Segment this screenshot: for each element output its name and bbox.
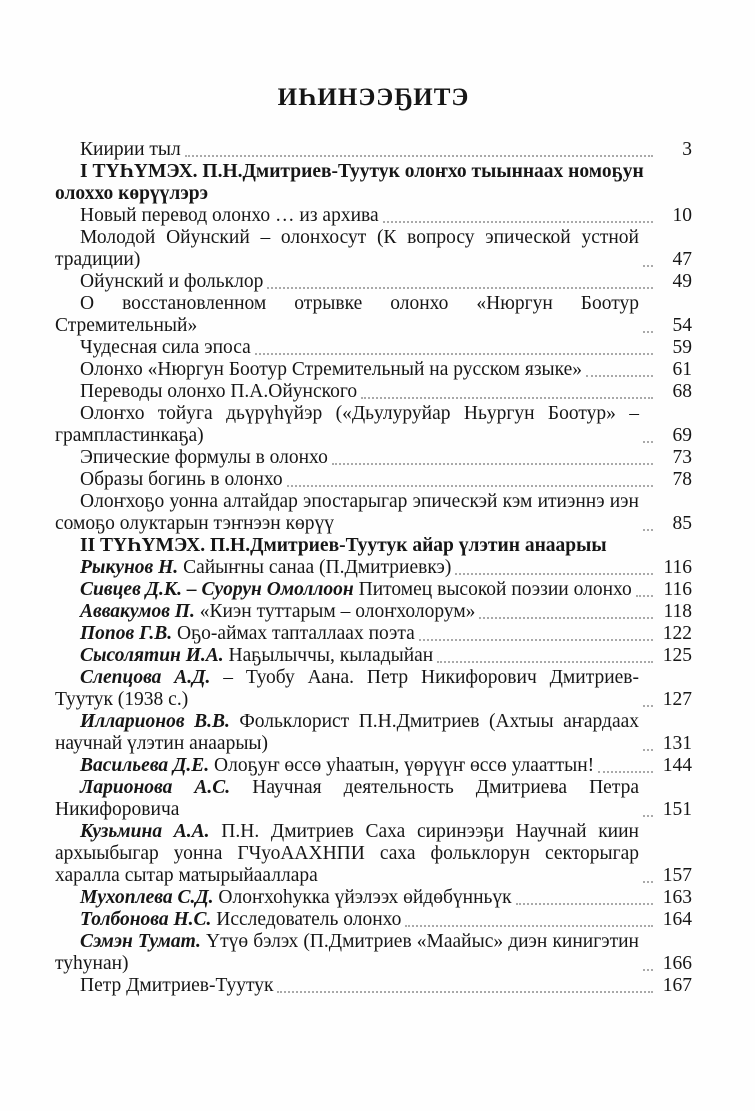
toc-entry — [55, 975, 692, 997]
toc-entry-text: Ойунский и фольклор — [80, 271, 264, 292]
toc-entry — [55, 887, 692, 909]
toc-entry-text: I ТҮҺҮМЭХ. П.Н.Дмитриев-Туутук олоҥхо тыыннаах номоҕун олоххо көрүүлэрэ — [55, 161, 644, 204]
toc-entry-text: Олоҥхоҕо уонна алтайдар эпостарыгар эпическэй кэм итиэннэ иэн сомоҕо олуктарын тэҥнээн көрүү — [55, 491, 639, 534]
toc-entry-page-number: 116 — [663, 557, 692, 578]
dot-leader — [516, 903, 653, 905]
toc-entry-text: Олонхо «Нюргун Боотур Стремительный на русском языке» — [80, 359, 583, 380]
toc-entry-text: О восстановленном отрывке олонхо «Нюргун Боотур Стремительный» — [55, 293, 639, 336]
dot-leader — [643, 265, 653, 267]
toc-entry-page-number: 127 — [662, 689, 692, 710]
toc-list — [55, 139, 692, 997]
toc-section-heading — [55, 161, 692, 205]
toc-entry-page-number: 167 — [662, 975, 692, 996]
toc-entry-page-number: 59 — [672, 337, 692, 358]
toc-entry — [55, 601, 692, 623]
dot-leader — [643, 705, 653, 707]
toc-entry-page-number: 144 — [662, 755, 692, 776]
toc-entry-page-number: 122 — [662, 623, 692, 644]
toc-entry-text: Илларионов В.В. Фольклорист П.Н.Дмитриев (Ахтыы аҥардаах научнай үлэтин анаарыы) — [55, 711, 640, 754]
toc-entry-text: Образы богинь в олонхо — [80, 469, 283, 490]
dot-leader — [185, 155, 653, 157]
toc-entry-text: Олоҥхо тойуга дьүрүһүйэр («Дьулуруйар Ньургун Боотур» – грампластинкаҕа) — [55, 403, 639, 446]
toc-entry-author: Сэмэн Тумат. — [80, 931, 206, 952]
toc-entry-page-number: 69 — [672, 425, 692, 446]
dot-leader — [277, 991, 653, 993]
toc-entry-author: Васильева Д.Е. — [80, 755, 214, 776]
dot-leader — [643, 529, 653, 531]
toc-entry-page-number: 163 — [662, 887, 692, 908]
toc-entry — [55, 337, 692, 359]
toc-entry-author: Сивцев Д.К. – Суорун Омоллоон — [80, 579, 359, 600]
toc-entry-page-number: 118 — [663, 601, 692, 622]
toc-entry-text: Сэмэн Тумат. Үтүө бэлэх (П.Дмитриев «Маайыс» диэн кинигэтин туһунан) — [55, 931, 639, 974]
toc-entry-text: Переводы олонхо П.А.Ойунского — [80, 381, 358, 402]
dot-leader — [437, 661, 653, 663]
toc-entry-text: Молодой Ойунский – олонхосут (К вопросу эпической устной традиции) — [55, 227, 639, 270]
page-title: ИҺИНЭЭҔИТЭ — [277, 84, 470, 111]
toc-entry — [55, 227, 692, 271]
toc-entry — [55, 711, 692, 755]
toc-entry-author: Аввакумов П. — [80, 601, 200, 622]
dot-leader — [361, 397, 653, 399]
dot-leader — [255, 353, 653, 355]
dot-leader — [643, 881, 653, 883]
toc-entry-text: Петр Дмитриев-Туутук — [80, 975, 274, 996]
dot-leader — [643, 331, 653, 333]
toc-entry-author: Ларионова А.С. — [80, 777, 253, 798]
toc-entry-author: Илларионов В.В. — [80, 711, 240, 732]
toc-entry — [55, 447, 692, 469]
toc-entry-text: Ларионова А.С. Научная деятельность Дмитриева Петра Никифоровича — [55, 777, 640, 820]
toc-entry-text: Сысолятин И.А. Наҕылыччы, кыладыйан — [80, 645, 434, 666]
toc-entry-author: Попов Г.В. — [80, 623, 178, 644]
toc-entry-text: Аввакумов П. «Киэн туттарым – олоҥхолорум» — [80, 601, 476, 622]
toc-entry-text: Толбонова Н.С. Исследователь олонхо — [80, 909, 402, 930]
toc-entry-author: Кузьмина А.А. — [80, 821, 222, 842]
toc-entry-page-number: 166 — [662, 953, 692, 974]
dot-leader — [643, 749, 653, 751]
dot-leader — [643, 969, 653, 971]
toc-entry-author: Мухоплева С.Д. — [80, 887, 219, 908]
dot-leader — [455, 573, 653, 575]
toc-entry-page-number: 78 — [672, 469, 692, 490]
dot-leader — [586, 375, 653, 377]
dot-leader — [383, 221, 653, 223]
toc-entry-page-number: 164 — [662, 909, 692, 930]
toc-entry — [55, 293, 692, 337]
toc-entry-text: II ТҮҺҮМЭХ. П.Н.Дмитриев-Туутук айар үлэтин анаарыы — [80, 535, 607, 556]
toc-entry-page-number: 151 — [662, 799, 692, 820]
toc-entry — [55, 909, 692, 931]
toc-entry-author: Толбонова Н.С. — [80, 909, 217, 930]
toc-entry — [55, 359, 692, 381]
toc-entry-text: Кузьмина А.А. П.Н. Дмитриев Саха сиринээҕи Научнай киин архыыбыгар уонна ГЧуоААХНПИ саха фольклорун секторыгар харалла сытар матырыйааллара — [55, 821, 639, 886]
dot-leader — [598, 771, 653, 773]
toc-entry-page-number: 85 — [672, 513, 692, 534]
toc-entry-text: Попов Г.В. Оҕо-аймах тапталлаах поэта — [80, 623, 415, 644]
toc-entry-text: Рыкунов Н. Сайыҥны санаа (П.Дмитриевкэ) — [80, 557, 452, 578]
dot-leader — [419, 639, 653, 641]
dot-leader — [643, 441, 653, 443]
toc-entry-page-number: 68 — [672, 381, 692, 402]
toc-entry-author: Слепцова А.Д. — [80, 667, 224, 688]
toc-section-heading — [55, 535, 692, 557]
toc-entry-text: Киирии тыл — [80, 139, 181, 160]
toc-entry-text: Васильева Д.Е. Олоҕуҥ өссө уһаатын, үөрүүҥ өссө улааттын! — [80, 755, 595, 776]
dot-leader — [332, 463, 653, 465]
toc-entry-page-number: 73 — [672, 447, 692, 468]
toc-entry — [55, 755, 692, 777]
toc-entry-author: Сысолятин И.А. — [80, 645, 229, 666]
toc-entry-page-number: 125 — [662, 645, 692, 666]
toc-entry-text: Слепцова А.Д. – Туобу Аана. Петр Никифорович Дмитриев-Туутук (1938 с.) — [55, 667, 639, 710]
toc-entry — [55, 557, 692, 579]
toc-entry-page-number: 3 — [682, 139, 692, 160]
toc-entry — [55, 491, 692, 535]
dot-leader — [479, 617, 653, 619]
toc-entry — [55, 381, 692, 403]
toc-entry — [55, 205, 692, 227]
toc-entry — [55, 931, 692, 975]
dot-leader — [636, 595, 653, 597]
toc-entry-text: Чудесная сила эпоса — [80, 337, 251, 358]
toc-entry-text: Мухоплева С.Д. Олоҥхоһукка үйэлээх өйдөбүнньүк — [80, 887, 512, 908]
toc-entry-page-number: 47 — [672, 249, 692, 270]
toc-entry-page-number: 61 — [672, 359, 692, 380]
toc-entry-page-number: 131 — [662, 733, 692, 754]
toc-entry — [55, 821, 692, 887]
toc-entry-page-number: 49 — [672, 271, 692, 292]
toc-entry-page-number: 54 — [672, 315, 692, 336]
toc-entry — [55, 667, 692, 711]
toc-entry — [55, 403, 692, 447]
toc-entry-page-number: 116 — [663, 579, 692, 600]
toc-entry-text: Эпические формулы в олонхо — [80, 447, 328, 468]
toc-entry-page-number: 157 — [662, 865, 692, 886]
dot-leader — [267, 287, 653, 289]
toc-entry — [55, 469, 692, 491]
toc-entry-text: Новый перевод олонхо … из архива — [80, 205, 379, 226]
toc-entry-page-number: 10 — [672, 205, 692, 226]
toc-entry — [55, 139, 692, 161]
dot-leader — [405, 925, 653, 927]
dot-leader — [287, 485, 653, 487]
toc-entry — [55, 777, 692, 821]
toc-entry-author: Рыкунов Н. — [80, 557, 184, 578]
dot-leader — [643, 815, 653, 817]
toc-entry — [55, 645, 692, 667]
toc-entry-text: Сивцев Д.К. – Суорун Омоллоон Питомец высокой поэзии олонхо — [80, 579, 632, 600]
toc-entry — [55, 623, 692, 645]
toc-entry — [55, 579, 692, 601]
toc-entry — [55, 271, 692, 293]
